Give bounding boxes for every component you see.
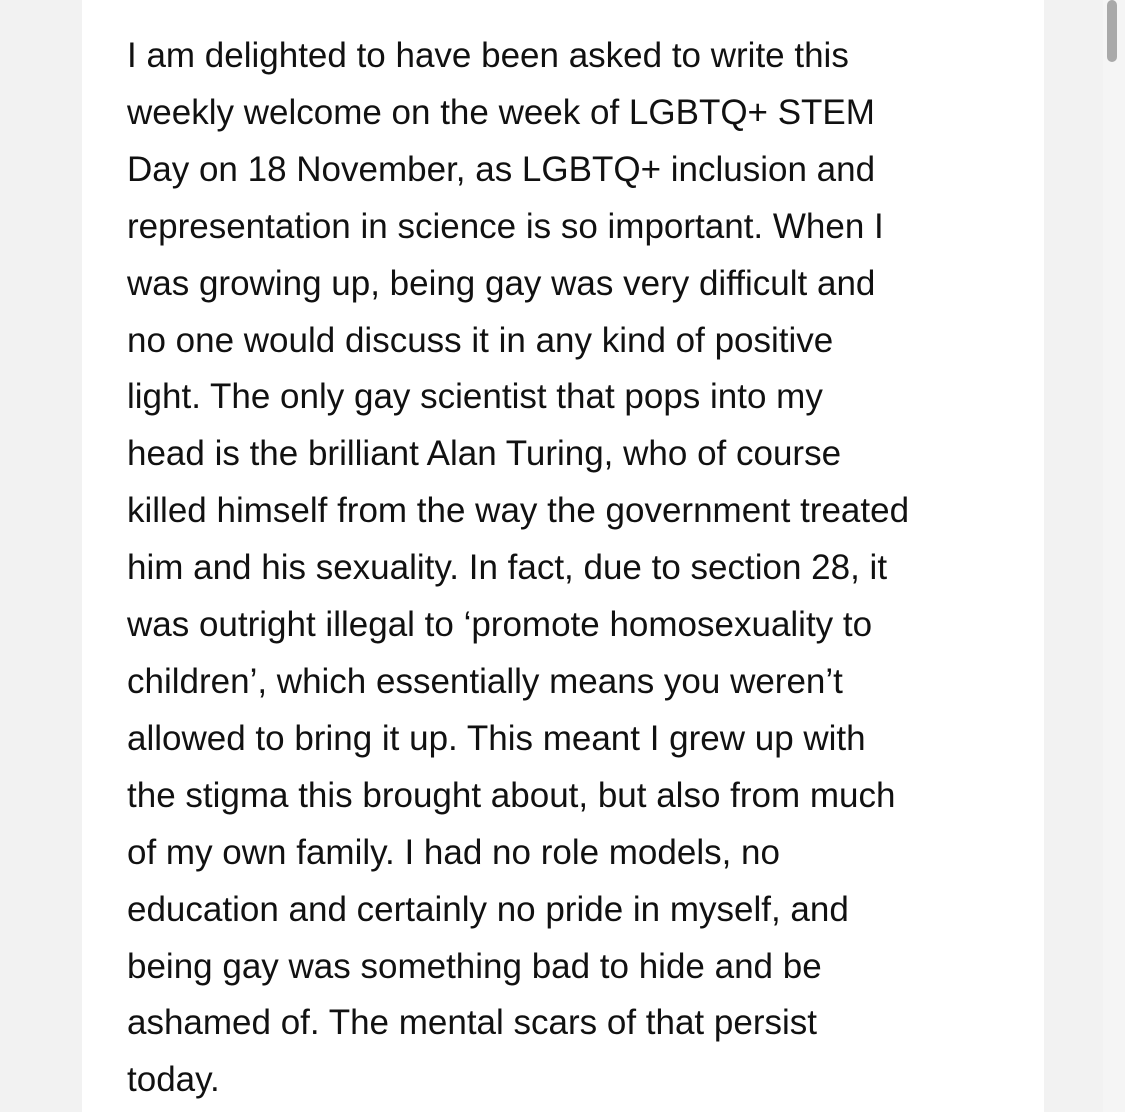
paragraph-line: the stigma this brought about, but also from much	[127, 775, 896, 815]
paragraph-line: I am delighted to have been asked to write this	[127, 36, 849, 75]
paragraph-line: allowed to bring it up. This meant I grew up with	[127, 718, 866, 758]
paragraph-line: was outright illegal to ‘promote homosexuality to	[127, 605, 873, 645]
paragraph-line: no one would discuss it in any kind of positive	[127, 320, 834, 360]
body-paragraph	[127, 28, 1027, 1109]
paragraph-line: Day on 18 November, as LGBTQ+ inclusion and	[127, 149, 876, 189]
paragraph-line: children’, which essentially means you weren’t	[127, 661, 843, 701]
paragraph-line: him and his sexuality. In fact, due to section 28, it	[127, 548, 888, 588]
paragraph-line: education and certainly no pride in myself, and	[127, 889, 849, 929]
paragraph-line: of my own family. I had no role models, no	[127, 832, 780, 872]
paragraph-line: was growing up, being gay was very difficult and	[127, 263, 876, 303]
paragraph-line: light. The only gay scientist that pops into my	[127, 377, 823, 417]
paragraph-line: ashamed of. The mental scars of that persist	[127, 1003, 817, 1043]
scrollbar-track[interactable]	[1103, 0, 1125, 1112]
scrollbar-thumb[interactable]	[1107, 0, 1117, 62]
paragraph-line: weekly welcome on the week of LGBTQ+ STEM	[127, 92, 875, 132]
paragraph-line: representation in science is so important. When I	[127, 206, 884, 246]
paragraph-line: being gay was something bad to hide and be	[127, 946, 822, 986]
paragraph-line: killed himself from the way the government treated	[127, 491, 910, 531]
paragraph-line: head is the brilliant Alan Turing, who of course	[127, 434, 842, 474]
document-page	[82, 0, 1044, 1112]
paragraph-line: today.	[127, 1060, 220, 1100]
